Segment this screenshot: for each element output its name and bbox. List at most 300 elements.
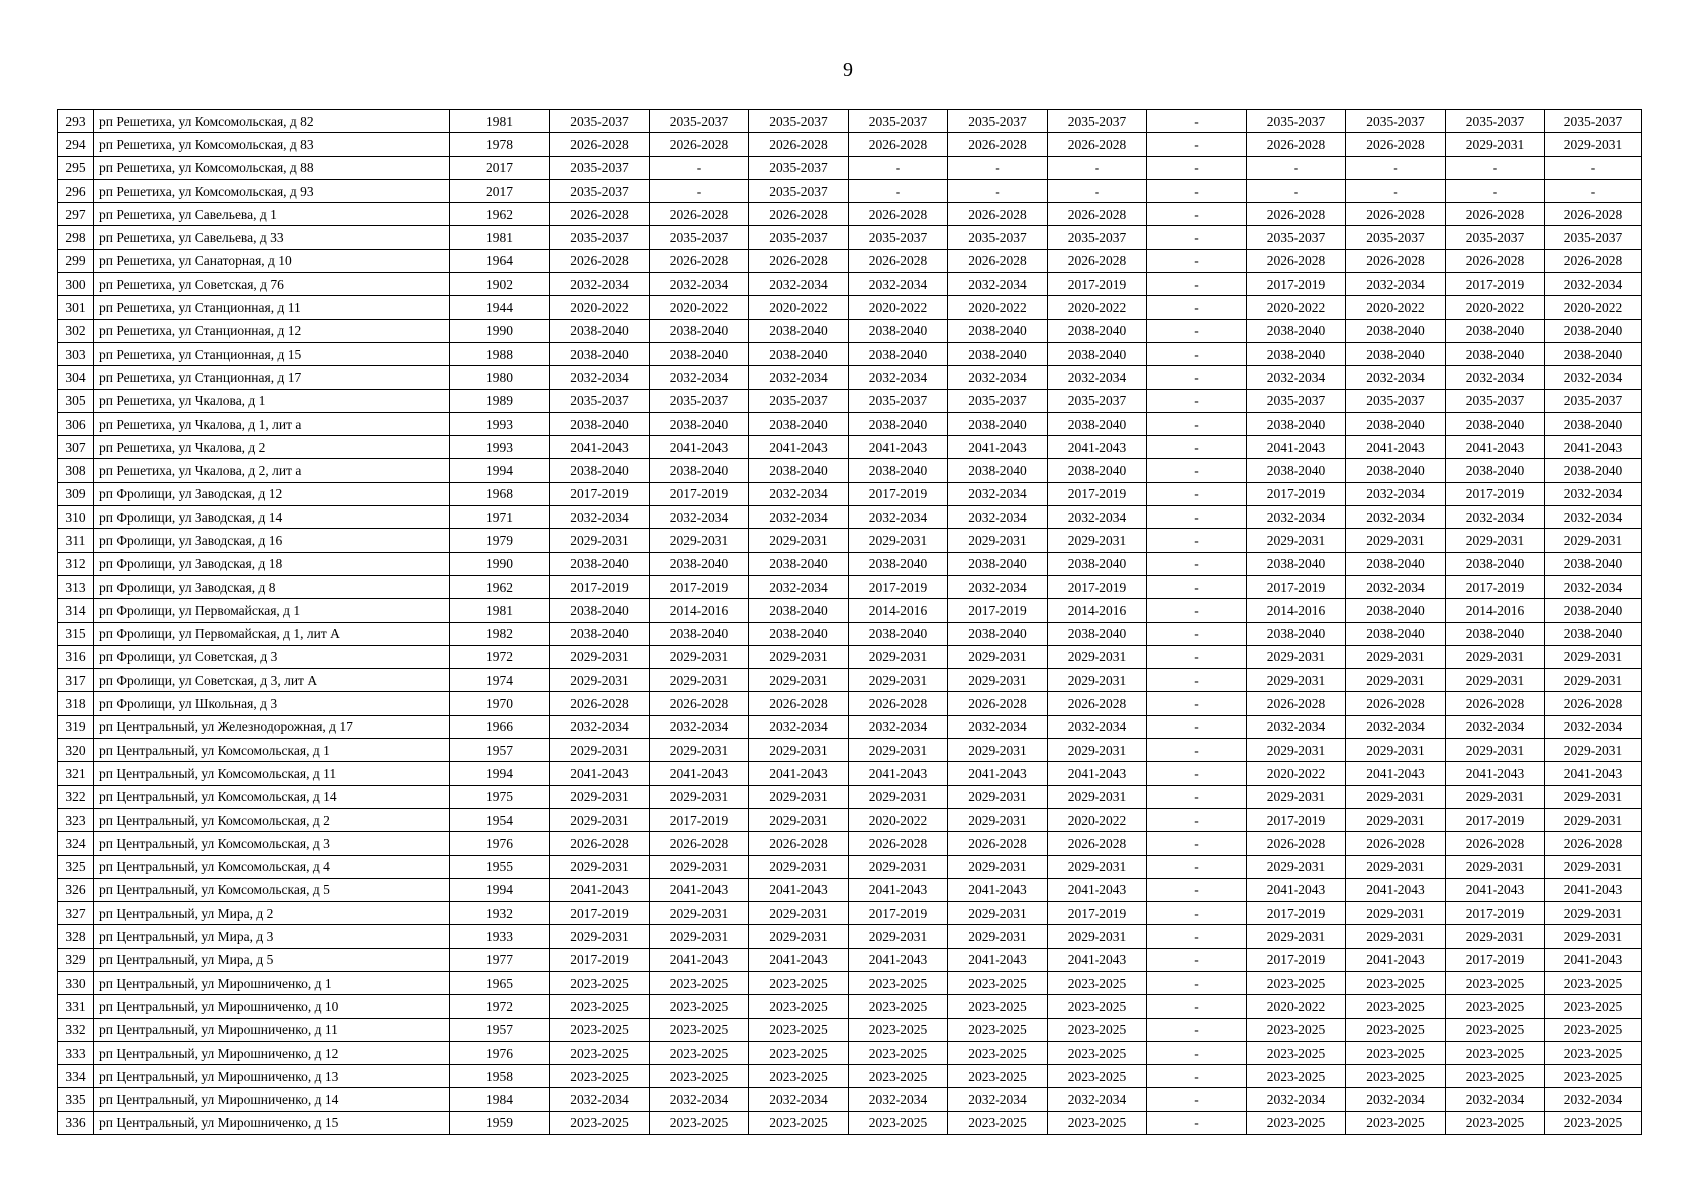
period-cell-11: 2023-2025 (1545, 1041, 1642, 1064)
period-cell-3: 2026-2028 (749, 692, 849, 715)
period-cell-1: 2026-2028 (550, 692, 650, 715)
period-cell-1: 2023-2025 (550, 1018, 650, 1041)
period-cell-7: - (1147, 273, 1247, 296)
period-cell-4: 2032-2034 (849, 273, 948, 296)
table-row (58, 878, 1642, 901)
period-cell-9: 2029-2031 (1346, 902, 1446, 925)
row-number-cell: 321 (58, 762, 94, 785)
period-cell-2: 2017-2019 (650, 575, 749, 598)
period-cell-10: 2026-2028 (1446, 832, 1545, 855)
period-cell-9: 2032-2034 (1346, 575, 1446, 598)
row-number-cell: 306 (58, 412, 94, 435)
period-cell-4: 2026-2028 (849, 133, 948, 156)
period-cell-6: 2041-2043 (1048, 948, 1147, 971)
period-cell-1: 2038-2040 (550, 319, 650, 342)
period-cell-11: 2029-2031 (1545, 902, 1642, 925)
year-built-cell: 1955 (450, 855, 550, 878)
period-cell-7: - (1147, 645, 1247, 668)
row-number-cell: 328 (58, 925, 94, 948)
period-cell-9: 2029-2031 (1346, 785, 1446, 808)
period-cell-1: 2029-2031 (550, 925, 650, 948)
period-cell-7: - (1147, 948, 1247, 971)
period-cell-9: 2041-2043 (1346, 762, 1446, 785)
period-cell-6: 2038-2040 (1048, 319, 1147, 342)
period-cell-11: 2032-2034 (1545, 482, 1642, 505)
period-cell-9: 2026-2028 (1346, 692, 1446, 715)
row-number-cell: 331 (58, 995, 94, 1018)
period-cell-8: 2023-2025 (1247, 1018, 1346, 1041)
period-cell-5: 2026-2028 (948, 133, 1048, 156)
period-cell-4: 2032-2034 (849, 715, 948, 738)
period-cell-3: 2029-2031 (749, 645, 849, 668)
period-cell-1: 2017-2019 (550, 948, 650, 971)
period-cell-8: 2017-2019 (1247, 482, 1346, 505)
period-cell-9: 2041-2043 (1346, 436, 1446, 459)
period-cell-11: 2032-2034 (1545, 575, 1642, 598)
period-cell-1: 2032-2034 (550, 273, 650, 296)
period-cell-2: 2032-2034 (650, 715, 749, 738)
period-cell-4: 2041-2043 (849, 436, 948, 459)
period-cell-3: 2038-2040 (749, 319, 849, 342)
period-cell-9: 2038-2040 (1346, 412, 1446, 435)
period-cell-1: 2026-2028 (550, 203, 650, 226)
period-cell-4: - (849, 156, 948, 179)
period-cell-2: 2014-2016 (650, 599, 749, 622)
period-cell-9: 2032-2034 (1346, 715, 1446, 738)
period-cell-4: 2038-2040 (849, 319, 948, 342)
table-row (58, 739, 1642, 762)
table-row (58, 669, 1642, 692)
period-cell-8: 2017-2019 (1247, 902, 1346, 925)
period-cell-8: 2023-2025 (1247, 1041, 1346, 1064)
period-cell-1: 2038-2040 (550, 552, 650, 575)
period-cell-6: 2029-2031 (1048, 855, 1147, 878)
table-row (58, 249, 1642, 272)
period-cell-6: 2038-2040 (1048, 459, 1147, 482)
row-number-cell: 312 (58, 552, 94, 575)
period-cell-10: 2020-2022 (1446, 296, 1545, 319)
period-cell-4: 2014-2016 (849, 599, 948, 622)
period-cell-5: 2029-2031 (948, 902, 1048, 925)
period-cell-5: 2020-2022 (948, 296, 1048, 319)
period-cell-3: 2032-2034 (749, 506, 849, 529)
period-cell-8: 2020-2022 (1247, 296, 1346, 319)
address-cell: рп Центральный, ул Комсомольская, д 11 (94, 762, 450, 785)
period-cell-1: 2029-2031 (550, 785, 650, 808)
period-cell-6: 2032-2034 (1048, 506, 1147, 529)
table-row (58, 808, 1642, 831)
period-cell-1: 2026-2028 (550, 249, 650, 272)
period-cell-3: 2038-2040 (749, 342, 849, 365)
period-cell-9: 2041-2043 (1346, 948, 1446, 971)
period-cell-4: 2035-2037 (849, 389, 948, 412)
period-cell-6: 2014-2016 (1048, 599, 1147, 622)
table-row (58, 552, 1642, 575)
year-built-cell: 1968 (450, 482, 550, 505)
period-cell-4: 2038-2040 (849, 342, 948, 365)
table-row (58, 342, 1642, 365)
period-cell-2: 2041-2043 (650, 436, 749, 459)
period-cell-1: 2038-2040 (550, 342, 650, 365)
table-row (58, 179, 1642, 202)
address-cell: рп Фролищи, ул Заводская, д 12 (94, 482, 450, 505)
year-built-cell: 1974 (450, 669, 550, 692)
period-cell-6: 2023-2025 (1048, 1111, 1147, 1134)
period-cell-8: 2029-2031 (1247, 785, 1346, 808)
period-cell-8: 2038-2040 (1247, 622, 1346, 645)
period-cell-9: 2026-2028 (1346, 203, 1446, 226)
table-row (58, 156, 1642, 179)
period-cell-6: 2017-2019 (1048, 273, 1147, 296)
period-cell-6: 2041-2043 (1048, 878, 1147, 901)
period-cell-11: 2023-2025 (1545, 995, 1642, 1018)
period-cell-1: 2032-2034 (550, 506, 650, 529)
period-cell-2: 2041-2043 (650, 948, 749, 971)
period-cell-3: 2023-2025 (749, 1111, 849, 1134)
period-cell-9: - (1346, 156, 1446, 179)
period-cell-2: 2038-2040 (650, 552, 749, 575)
year-built-cell: 1962 (450, 203, 550, 226)
year-built-cell: 1978 (450, 133, 550, 156)
period-cell-8: 2026-2028 (1247, 203, 1346, 226)
period-cell-8: 2023-2025 (1247, 1065, 1346, 1088)
period-cell-4: 2029-2031 (849, 529, 948, 552)
period-cell-4: 2026-2028 (849, 203, 948, 226)
period-cell-9: 2035-2037 (1346, 226, 1446, 249)
period-cell-5: 2023-2025 (948, 995, 1048, 1018)
period-cell-3: 2029-2031 (749, 669, 849, 692)
period-cell-11: 2038-2040 (1545, 622, 1642, 645)
period-cell-2: 2032-2034 (650, 366, 749, 389)
period-cell-3: 2023-2025 (749, 995, 849, 1018)
period-cell-4: 2032-2034 (849, 366, 948, 389)
period-cell-2: 2029-2031 (650, 925, 749, 948)
period-cell-7: - (1147, 902, 1247, 925)
address-cell: рп Центральный, ул Комсомольская, д 5 (94, 878, 450, 901)
period-cell-2: 2023-2025 (650, 1111, 749, 1134)
period-cell-8: 2032-2034 (1247, 506, 1346, 529)
period-cell-9: 2038-2040 (1346, 459, 1446, 482)
period-cell-5: 2038-2040 (948, 459, 1048, 482)
period-cell-11: 2032-2034 (1545, 1088, 1642, 1111)
address-cell: рп Фролищи, ул Советская, д 3 (94, 645, 450, 668)
address-cell: рп Фролищи, ул Первомайская, д 1 (94, 599, 450, 622)
period-cell-9: 2038-2040 (1346, 319, 1446, 342)
period-cell-5: 2029-2031 (948, 669, 1048, 692)
period-cell-9: 2038-2040 (1346, 342, 1446, 365)
period-cell-5: 2023-2025 (948, 1111, 1048, 1134)
period-cell-5: 2032-2034 (948, 482, 1048, 505)
period-cell-2: 2023-2025 (650, 1065, 749, 1088)
address-cell: рп Центральный, ул Мирошниченко, д 1 (94, 971, 450, 994)
period-cell-6: 2038-2040 (1048, 552, 1147, 575)
year-built-cell: 1959 (450, 1111, 550, 1134)
period-cell-6: 2017-2019 (1048, 482, 1147, 505)
period-cell-7: - (1147, 529, 1247, 552)
period-cell-7: - (1147, 133, 1247, 156)
address-cell: рп Решетиха, ул Савельева, д 33 (94, 226, 450, 249)
period-cell-11: 2038-2040 (1545, 459, 1642, 482)
period-cell-8: 2032-2034 (1247, 715, 1346, 738)
period-cell-9: 2032-2034 (1346, 506, 1446, 529)
period-cell-4: 2032-2034 (849, 506, 948, 529)
period-cell-6: 2026-2028 (1048, 133, 1147, 156)
period-cell-6: 2035-2037 (1048, 389, 1147, 412)
period-cell-11: 2029-2031 (1545, 529, 1642, 552)
period-cell-8: 2026-2028 (1247, 133, 1346, 156)
period-cell-3: 2020-2022 (749, 296, 849, 319)
period-cell-9: 2029-2031 (1346, 669, 1446, 692)
row-number-cell: 299 (58, 249, 94, 272)
address-cell: рп Решетиха, ул Комсомольская, д 88 (94, 156, 450, 179)
year-built-cell: 1990 (450, 319, 550, 342)
period-cell-11: 2041-2043 (1545, 878, 1642, 901)
period-cell-2: 2029-2031 (650, 669, 749, 692)
table-row (58, 995, 1642, 1018)
row-number-cell: 315 (58, 622, 94, 645)
period-cell-8: 2020-2022 (1247, 995, 1346, 1018)
period-cell-7: - (1147, 622, 1247, 645)
year-built-cell: 1980 (450, 366, 550, 389)
period-cell-9: 2032-2034 (1346, 366, 1446, 389)
period-cell-5: 2029-2031 (948, 925, 1048, 948)
period-cell-9: 2026-2028 (1346, 832, 1446, 855)
period-cell-8: - (1247, 179, 1346, 202)
table-row (58, 971, 1642, 994)
row-number-cell: 303 (58, 342, 94, 365)
period-cell-4: 2026-2028 (849, 249, 948, 272)
period-cell-10: 2029-2031 (1446, 133, 1545, 156)
period-cell-3: 2032-2034 (749, 273, 849, 296)
period-cell-9: 2038-2040 (1346, 599, 1446, 622)
year-built-cell: 1962 (450, 575, 550, 598)
period-cell-4: 2023-2025 (849, 971, 948, 994)
period-cell-2: 2026-2028 (650, 832, 749, 855)
table-row (58, 436, 1642, 459)
period-cell-7: - (1147, 599, 1247, 622)
period-cell-4: 2017-2019 (849, 575, 948, 598)
address-cell: рп Решетиха, ул Санаторная, д 10 (94, 249, 450, 272)
table-row (58, 762, 1642, 785)
period-cell-9: 2023-2025 (1346, 1018, 1446, 1041)
table-row (58, 1065, 1642, 1088)
address-cell: рп Фролищи, ул Заводская, д 16 (94, 529, 450, 552)
period-cell-10: 2032-2034 (1446, 366, 1545, 389)
period-cell-8: 2017-2019 (1247, 808, 1346, 831)
period-cell-1: 2041-2043 (550, 878, 650, 901)
address-cell: рп Центральный, ул Комсомольская, д 2 (94, 808, 450, 831)
period-cell-7: - (1147, 971, 1247, 994)
period-cell-3: 2029-2031 (749, 855, 849, 878)
period-cell-10: 2017-2019 (1446, 482, 1545, 505)
period-cell-7: - (1147, 1018, 1247, 1041)
table-row (58, 133, 1642, 156)
period-cell-10: 2029-2031 (1446, 669, 1545, 692)
period-cell-11: 2032-2034 (1545, 273, 1642, 296)
period-cell-10: 2029-2031 (1446, 529, 1545, 552)
period-cell-3: 2023-2025 (749, 971, 849, 994)
period-cell-9: 2035-2037 (1346, 110, 1446, 133)
period-cell-7: - (1147, 296, 1247, 319)
period-cell-10: 2038-2040 (1446, 319, 1545, 342)
row-number-cell: 314 (58, 599, 94, 622)
row-number-cell: 310 (58, 506, 94, 529)
period-cell-4: 2023-2025 (849, 1041, 948, 1064)
period-cell-10: 2035-2037 (1446, 389, 1545, 412)
period-cell-1: 2035-2037 (550, 226, 650, 249)
period-cell-8: 2038-2040 (1247, 552, 1346, 575)
row-number-cell: 318 (58, 692, 94, 715)
period-cell-8: 2029-2031 (1247, 925, 1346, 948)
period-cell-6: 2020-2022 (1048, 296, 1147, 319)
period-cell-7: - (1147, 925, 1247, 948)
period-cell-1: 2035-2037 (550, 156, 650, 179)
address-cell: рп Решетиха, ул Чкалова, д 1 (94, 389, 450, 412)
table-row (58, 482, 1642, 505)
year-built-cell: 1989 (450, 389, 550, 412)
period-cell-7: - (1147, 342, 1247, 365)
period-cell-3: 2029-2031 (749, 925, 849, 948)
period-cell-6: 2038-2040 (1048, 622, 1147, 645)
period-cell-5: 2029-2031 (948, 529, 1048, 552)
period-cell-4: 2023-2025 (849, 1111, 948, 1134)
period-cell-9: 2029-2031 (1346, 855, 1446, 878)
row-number-cell: 336 (58, 1111, 94, 1134)
period-cell-10: - (1446, 179, 1545, 202)
page-number: 9 (843, 59, 853, 81)
year-built-cell: 1981 (450, 599, 550, 622)
address-cell: рп Решетиха, ул Чкалова, д 2, лит а (94, 459, 450, 482)
period-cell-8: 2035-2037 (1247, 226, 1346, 249)
period-cell-11: 2035-2037 (1545, 389, 1642, 412)
period-cell-3: 2026-2028 (749, 249, 849, 272)
period-cell-6: 2029-2031 (1048, 925, 1147, 948)
year-built-cell: 2017 (450, 179, 550, 202)
period-cell-8: 2020-2022 (1247, 762, 1346, 785)
period-cell-10: 2014-2016 (1446, 599, 1545, 622)
period-cell-5: 2041-2043 (948, 436, 1048, 459)
period-cell-1: 2017-2019 (550, 575, 650, 598)
address-cell: рп Фролищи, ул Первомайская, д 1, лит А (94, 622, 450, 645)
period-cell-8: 2029-2031 (1247, 669, 1346, 692)
period-cell-6: 2023-2025 (1048, 971, 1147, 994)
period-cell-3: 2032-2034 (749, 1088, 849, 1111)
period-cell-9: 2029-2031 (1346, 808, 1446, 831)
period-cell-1: 2020-2022 (550, 296, 650, 319)
period-cell-8: 2029-2031 (1247, 645, 1346, 668)
year-built-cell: 1981 (450, 110, 550, 133)
period-cell-7: - (1147, 832, 1247, 855)
year-built-cell: 1984 (450, 1088, 550, 1111)
year-built-cell: 1981 (450, 226, 550, 249)
address-cell: рп Центральный, ул Комсомольская, д 14 (94, 785, 450, 808)
address-cell: рп Центральный, ул Мирошниченко, д 13 (94, 1065, 450, 1088)
period-cell-1: 2023-2025 (550, 1065, 650, 1088)
period-cell-2: 2035-2037 (650, 110, 749, 133)
period-cell-7: - (1147, 249, 1247, 272)
period-cell-2: 2038-2040 (650, 622, 749, 645)
period-cell-2: 2029-2031 (650, 785, 749, 808)
period-cell-1: 2038-2040 (550, 599, 650, 622)
row-number-cell: 316 (58, 645, 94, 668)
period-cell-8: 2017-2019 (1247, 948, 1346, 971)
table-row (58, 832, 1642, 855)
period-cell-8: 2023-2025 (1247, 971, 1346, 994)
period-cell-6: 2020-2022 (1048, 808, 1147, 831)
period-cell-3: 2038-2040 (749, 622, 849, 645)
period-cell-10: 2017-2019 (1446, 808, 1545, 831)
period-cell-6: 2032-2034 (1048, 715, 1147, 738)
period-cell-7: - (1147, 808, 1247, 831)
period-cell-10: 2029-2031 (1446, 645, 1545, 668)
period-cell-10: 2029-2031 (1446, 739, 1545, 762)
period-cell-7: - (1147, 878, 1247, 901)
period-cell-3: 2038-2040 (749, 552, 849, 575)
year-built-cell: 1966 (450, 715, 550, 738)
period-cell-10: 2023-2025 (1446, 1041, 1545, 1064)
period-cell-3: 2035-2037 (749, 110, 849, 133)
period-cell-7: - (1147, 1041, 1247, 1064)
table-row (58, 692, 1642, 715)
period-cell-8: 2041-2043 (1247, 436, 1346, 459)
period-cell-1: 2029-2031 (550, 645, 650, 668)
period-cell-11: 2029-2031 (1545, 645, 1642, 668)
period-cell-2: 2017-2019 (650, 808, 749, 831)
period-cell-1: 2023-2025 (550, 971, 650, 994)
address-cell: рп Фролищи, ул Школьная, д 3 (94, 692, 450, 715)
period-cell-9: 2023-2025 (1346, 1065, 1446, 1088)
table-row (58, 715, 1642, 738)
period-cell-4: 2020-2022 (849, 808, 948, 831)
year-built-cell: 1932 (450, 902, 550, 925)
period-cell-10: 2041-2043 (1446, 762, 1545, 785)
row-number-cell: 297 (58, 203, 94, 226)
period-cell-4: 2035-2037 (849, 110, 948, 133)
row-number-cell: 320 (58, 739, 94, 762)
period-cell-2: 2032-2034 (650, 273, 749, 296)
period-cell-11: 2029-2031 (1545, 925, 1642, 948)
row-number-cell: 311 (58, 529, 94, 552)
year-built-cell: 1933 (450, 925, 550, 948)
period-cell-2: 2029-2031 (650, 902, 749, 925)
period-cell-1: 2029-2031 (550, 529, 650, 552)
period-cell-5: 2017-2019 (948, 599, 1048, 622)
table-row (58, 1018, 1642, 1041)
period-cell-11: - (1545, 179, 1642, 202)
row-number-cell: 313 (58, 575, 94, 598)
period-cell-4: 2038-2040 (849, 552, 948, 575)
table-row (58, 948, 1642, 971)
table-row (58, 529, 1642, 552)
period-cell-2: 2035-2037 (650, 389, 749, 412)
address-cell: рп Решетиха, ул Станционная, д 15 (94, 342, 450, 365)
period-cell-5: 2035-2037 (948, 226, 1048, 249)
period-cell-2: 2032-2034 (650, 1088, 749, 1111)
period-cell-9: 2029-2031 (1346, 645, 1446, 668)
period-cell-6: 2026-2028 (1048, 203, 1147, 226)
period-cell-8: 2035-2037 (1247, 389, 1346, 412)
period-cell-8: 2038-2040 (1247, 342, 1346, 365)
period-cell-9: 2038-2040 (1346, 552, 1446, 575)
row-number-cell: 298 (58, 226, 94, 249)
period-cell-6: 2023-2025 (1048, 995, 1147, 1018)
period-cell-4: - (849, 179, 948, 202)
address-cell: рп Фролищи, ул Советская, д 3, лит А (94, 669, 450, 692)
period-cell-2: 2038-2040 (650, 459, 749, 482)
period-cell-2: 2029-2031 (650, 739, 749, 762)
table-row (58, 855, 1642, 878)
period-cell-5: 2029-2031 (948, 855, 1048, 878)
